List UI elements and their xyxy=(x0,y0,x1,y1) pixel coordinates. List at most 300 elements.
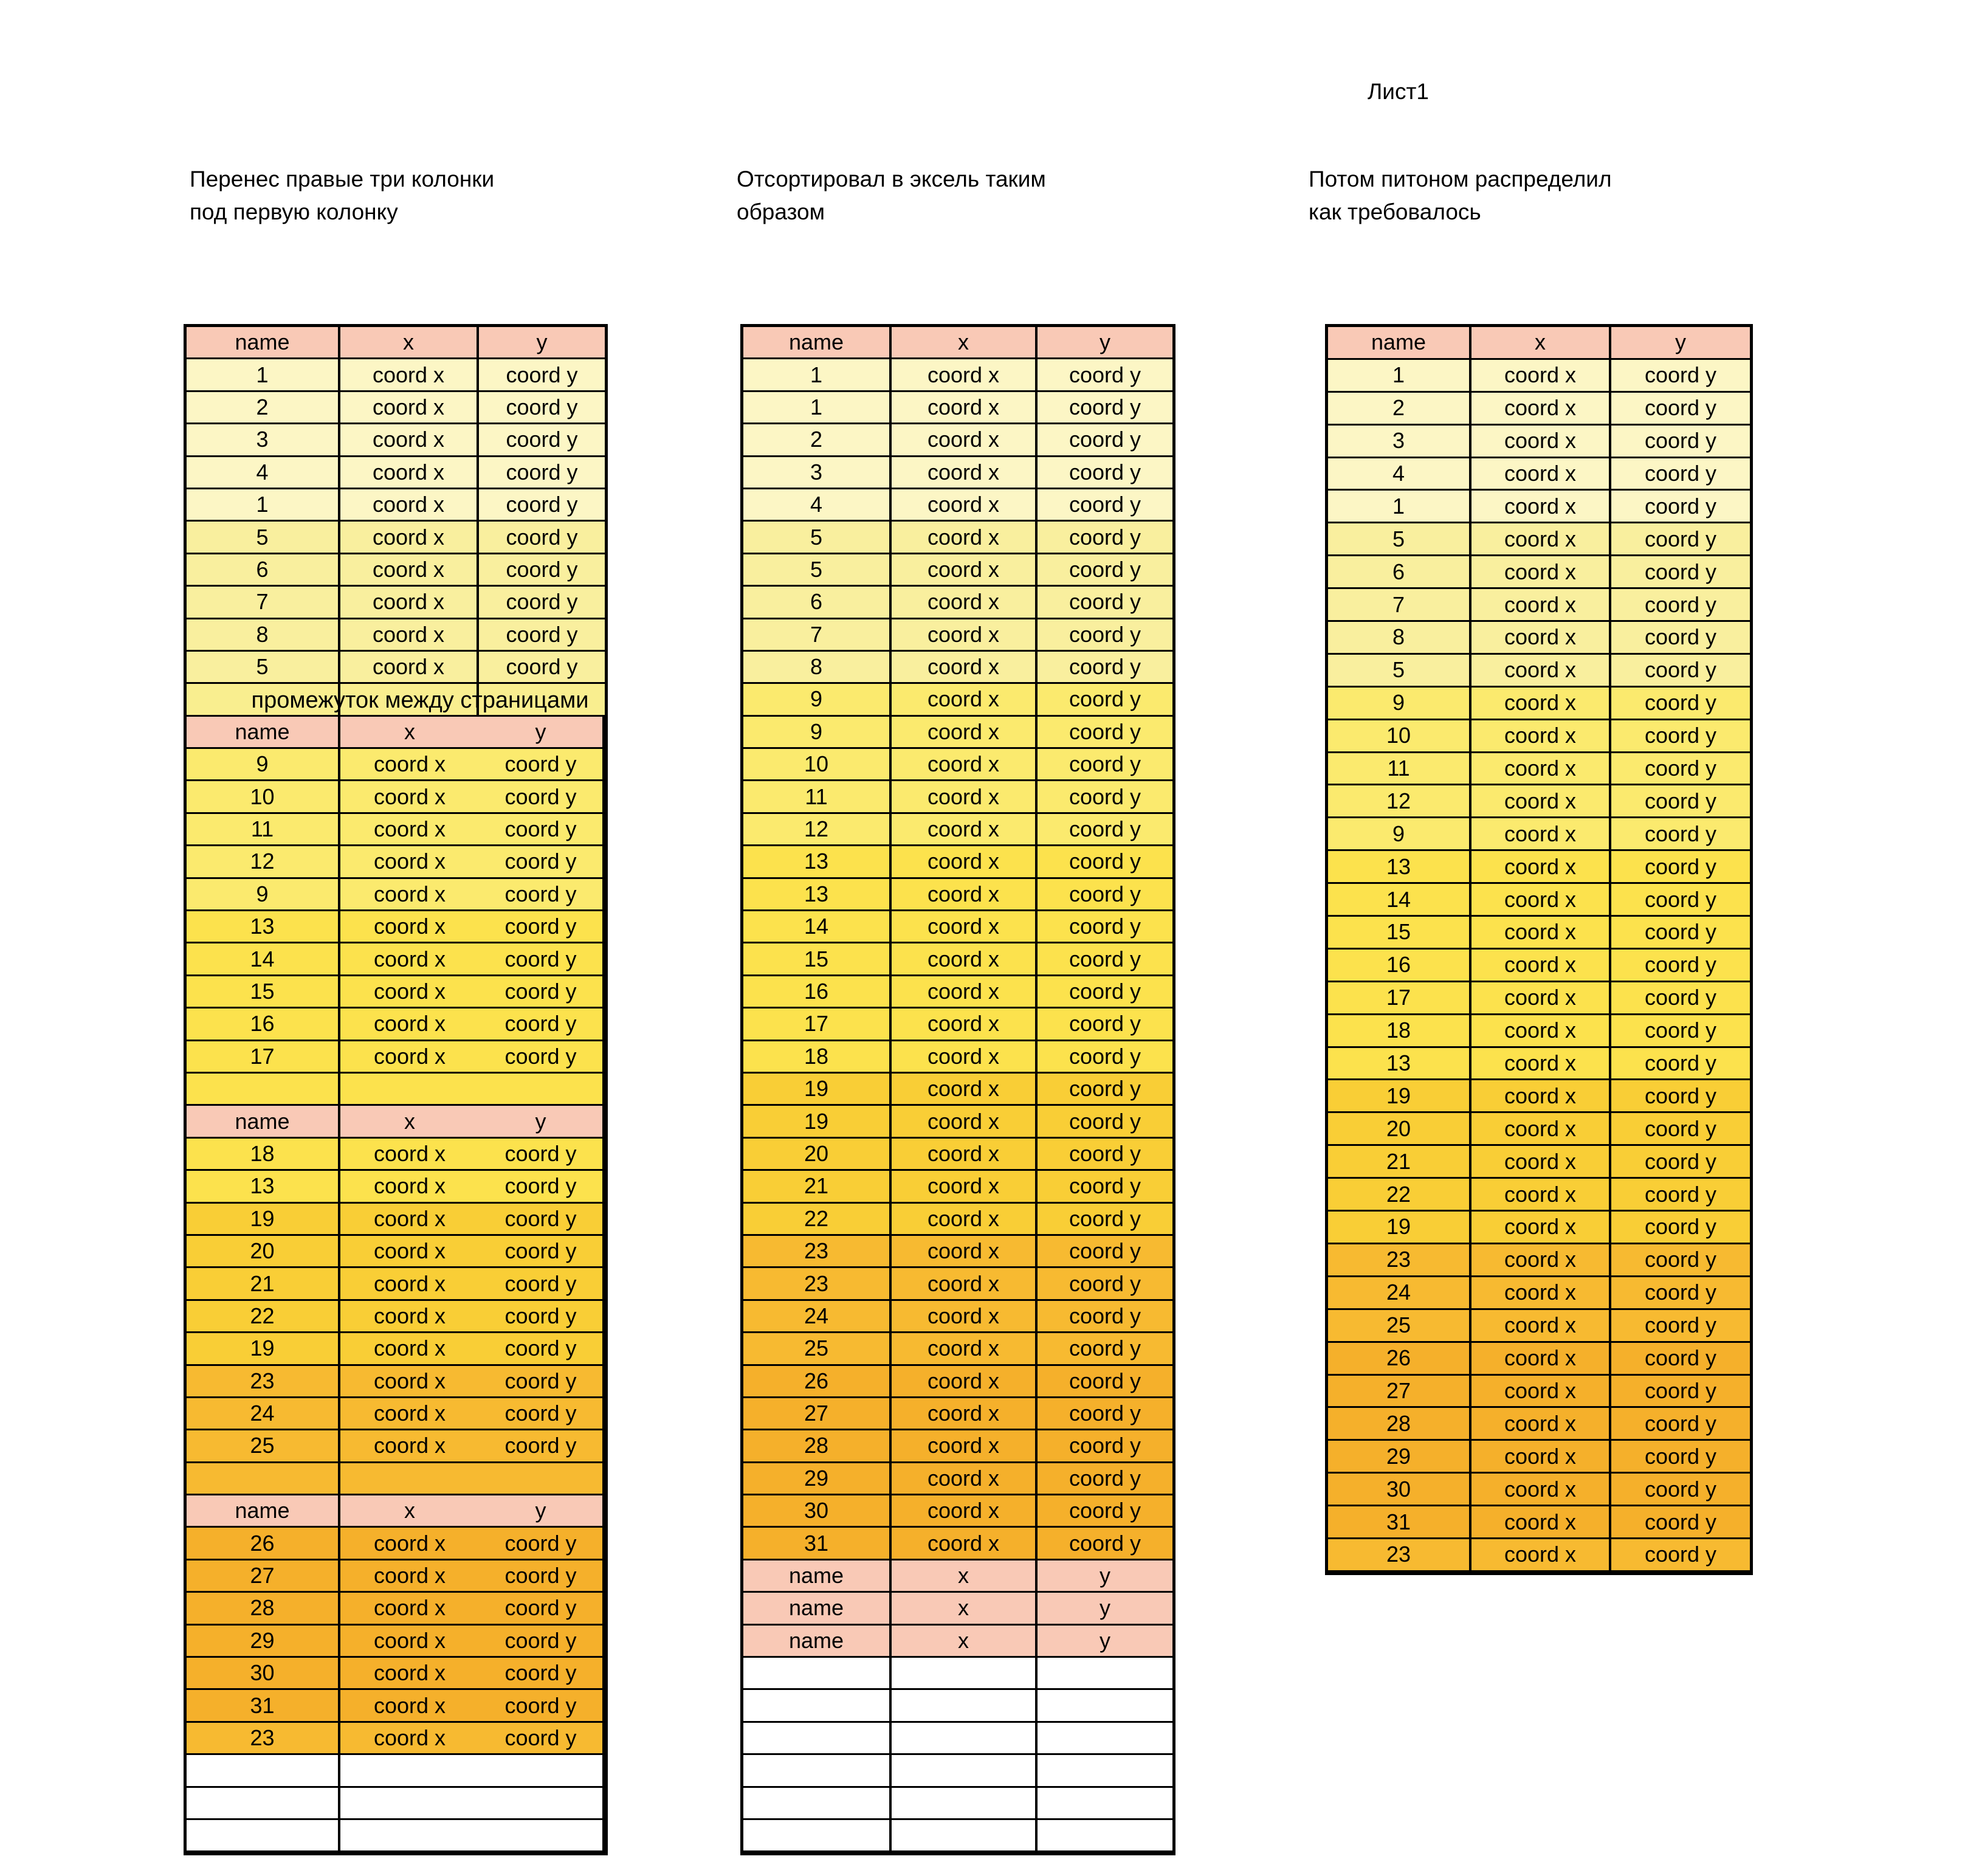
coord-x-cell: coord x xyxy=(892,522,1038,554)
coord-x-cell: coord x xyxy=(1471,458,1611,491)
name-cell: 30 xyxy=(187,1658,340,1690)
coord-y-cell: coord y xyxy=(479,359,605,391)
coord-x-cell: coord x xyxy=(340,587,479,619)
header-cell-x: x xyxy=(340,1106,479,1138)
coord-x-cell: coord x xyxy=(892,619,1038,652)
header-cell-x: x xyxy=(1471,327,1611,360)
coord-x-cell: coord x xyxy=(1471,1376,1611,1409)
coord-y-cell: coord y xyxy=(1038,911,1172,943)
name-cell: 25 xyxy=(743,1333,892,1365)
name-cell: 3 xyxy=(743,457,892,489)
table-sorted-excel xyxy=(740,324,1175,1855)
coord-y-cell: coord y xyxy=(1038,1204,1172,1236)
coord-y-cell: coord y xyxy=(1038,1301,1172,1333)
coord-x-cell: coord x xyxy=(892,1366,1038,1398)
coord-y-cell: coord y xyxy=(479,1301,605,1333)
coord-x-cell: coord x xyxy=(1471,1179,1611,1212)
coord-x-cell: coord x xyxy=(1471,982,1611,1015)
annotation-line: Потом питоном распределил xyxy=(1309,167,1612,191)
header-cell-name: name xyxy=(743,1626,892,1658)
coord-x-cell: coord x xyxy=(1471,556,1611,589)
coord-y-cell: coord y xyxy=(1038,1041,1172,1074)
coord-y-cell: coord y xyxy=(479,749,605,781)
coord-y-cell: coord y xyxy=(1611,1080,1750,1113)
header-cell-y: y xyxy=(479,1106,605,1138)
annotation-line: Отсортировал в эксель таким xyxy=(737,167,1046,191)
name-cell: 13 xyxy=(187,911,340,943)
empty-cell xyxy=(743,1690,892,1722)
coord-y-cell: coord y xyxy=(1611,785,1750,818)
name-cell: 31 xyxy=(1328,1506,1471,1539)
coord-y-cell: coord y xyxy=(479,587,605,619)
name-cell: 24 xyxy=(743,1301,892,1333)
name-cell: 19 xyxy=(187,1333,340,1365)
name-cell: 25 xyxy=(187,1430,340,1463)
coord-y-cell: coord y xyxy=(1038,489,1172,522)
coord-y-cell: coord y xyxy=(1611,1015,1750,1048)
empty-cell xyxy=(892,1755,1038,1787)
coord-y-cell: coord y xyxy=(1038,717,1172,749)
header-cell-x: x xyxy=(340,717,479,749)
coord-x-cell: coord x xyxy=(892,1463,1038,1495)
name-cell: 29 xyxy=(187,1626,340,1658)
coord-y-cell: coord y xyxy=(1611,1539,1750,1572)
empty-cell xyxy=(479,1788,605,1820)
gap-row-cell xyxy=(479,684,605,716)
annotation-line: как требовалось xyxy=(1309,199,1481,224)
table-moved-columns xyxy=(184,324,608,1855)
coord-x-cell: coord x xyxy=(892,717,1038,749)
header-cell-y: y xyxy=(1038,1626,1172,1658)
name-cell: 13 xyxy=(187,1171,340,1203)
coord-x-cell: coord x xyxy=(892,781,1038,813)
coord-y-cell: coord y xyxy=(1611,1474,1750,1506)
coord-x-cell: coord x xyxy=(340,489,479,522)
coord-x-cell: coord x xyxy=(892,1106,1038,1138)
coord-x-cell: coord x xyxy=(1471,720,1611,753)
coord-y-cell: coord y xyxy=(1038,684,1172,716)
name-cell: 2 xyxy=(743,424,892,457)
name-cell: 22 xyxy=(743,1204,892,1236)
coord-x-cell: coord x xyxy=(340,911,479,943)
coord-x-cell: coord x xyxy=(1471,1506,1611,1539)
coord-y-cell: coord y xyxy=(1611,1113,1750,1146)
name-cell: 8 xyxy=(187,619,340,652)
coord-x-cell: coord x xyxy=(340,846,479,878)
name-cell: 16 xyxy=(743,976,892,1009)
coord-y-cell: coord y xyxy=(1038,1139,1172,1171)
empty-cell xyxy=(187,1820,340,1852)
name-cell: 9 xyxy=(743,684,892,716)
name-cell: 16 xyxy=(1328,950,1471,982)
coord-y-cell: coord y xyxy=(1611,1376,1750,1409)
name-cell: 18 xyxy=(187,1139,340,1171)
coord-x-cell: coord x xyxy=(1471,1048,1611,1081)
name-cell: 11 xyxy=(743,781,892,813)
coord-y-cell: coord y xyxy=(1038,652,1172,684)
coord-y-cell: coord y xyxy=(479,814,605,846)
name-cell: 13 xyxy=(1328,1048,1471,1081)
name-cell: 4 xyxy=(743,489,892,522)
coord-y-cell: coord y xyxy=(479,1430,605,1463)
empty-cell xyxy=(743,1788,892,1820)
coord-y-cell: coord y xyxy=(479,392,605,424)
coord-x-cell: coord x xyxy=(340,1139,479,1171)
name-cell: 15 xyxy=(743,943,892,976)
coord-x-cell: coord x xyxy=(892,392,1038,424)
coord-x-cell: coord x xyxy=(1471,491,1611,523)
coord-x-cell: coord x xyxy=(892,359,1038,391)
header-cell-x: x xyxy=(892,1626,1038,1658)
name-cell: 8 xyxy=(743,652,892,684)
coord-x-cell: coord x xyxy=(1471,1441,1611,1474)
empty-row-cell xyxy=(340,1074,479,1106)
empty-cell xyxy=(1038,1690,1172,1722)
coord-y-cell: coord y xyxy=(1038,1366,1172,1398)
coord-x-cell: coord x xyxy=(892,587,1038,619)
coord-x-cell: coord x xyxy=(892,1495,1038,1528)
name-cell: 27 xyxy=(187,1560,340,1593)
coord-y-cell: coord y xyxy=(1611,1048,1750,1081)
coord-x-cell: coord x xyxy=(892,1009,1038,1041)
name-cell: 24 xyxy=(1328,1277,1471,1310)
coord-x-cell: coord x xyxy=(1471,589,1611,622)
coord-y-cell: coord y xyxy=(1611,1277,1750,1310)
name-cell: 12 xyxy=(1328,785,1471,818)
coord-y-cell: coord y xyxy=(1611,818,1750,851)
header-cell-name: name xyxy=(1328,327,1471,360)
name-cell: 17 xyxy=(187,1041,340,1074)
coord-y-cell: coord y xyxy=(1611,655,1750,688)
coord-y-cell: coord y xyxy=(1611,1310,1750,1343)
name-cell: 5 xyxy=(743,522,892,554)
name-cell: 31 xyxy=(743,1528,892,1560)
coord-y-cell: coord y xyxy=(479,1593,605,1625)
coord-y-cell: coord y xyxy=(1611,1179,1750,1212)
name-cell: 15 xyxy=(1328,917,1471,950)
coord-x-cell: coord x xyxy=(1471,622,1611,655)
coord-x-cell: coord x xyxy=(1471,1343,1611,1376)
coord-y-cell: coord y xyxy=(479,457,605,489)
name-cell: 4 xyxy=(187,457,340,489)
coord-x-cell: coord x xyxy=(1471,1212,1611,1244)
empty-row-cell xyxy=(479,1463,605,1495)
coord-x-cell: coord x xyxy=(340,1041,479,1074)
table-python-distributed xyxy=(1325,324,1753,1575)
coord-x-cell: coord x xyxy=(340,554,479,587)
name-cell: 28 xyxy=(1328,1408,1471,1441)
empty-cell xyxy=(340,1820,479,1852)
name-cell: 5 xyxy=(187,522,340,554)
coord-y-cell: coord y xyxy=(1038,1430,1172,1463)
empty-cell xyxy=(892,1658,1038,1690)
coord-y-cell: coord y xyxy=(479,1366,605,1398)
header-cell-name: name xyxy=(187,1495,340,1528)
name-cell: 1 xyxy=(187,359,340,391)
coord-y-cell: coord y xyxy=(1038,1074,1172,1106)
coord-y-cell: coord y xyxy=(479,1723,605,1755)
coord-x-cell: coord x xyxy=(340,1398,479,1430)
coord-y-cell: coord y xyxy=(479,1658,605,1690)
name-cell: 29 xyxy=(1328,1441,1471,1474)
coord-y-cell: coord y xyxy=(479,781,605,813)
coord-y-cell: coord y xyxy=(479,1690,605,1722)
annotation-line: под первую колонку xyxy=(190,199,398,224)
header-cell-x: x xyxy=(892,1560,1038,1593)
name-cell: 10 xyxy=(1328,720,1471,753)
coord-y-cell: coord y xyxy=(479,522,605,554)
name-cell: 13 xyxy=(743,879,892,911)
coord-x-cell: coord x xyxy=(892,814,1038,846)
coord-y-cell: coord y xyxy=(1038,1106,1172,1138)
name-cell: 28 xyxy=(187,1593,340,1625)
empty-cell xyxy=(743,1755,892,1787)
coord-y-cell: coord y xyxy=(1038,1268,1172,1300)
coord-y-cell: coord y xyxy=(1611,491,1750,523)
coord-x-cell: coord x xyxy=(340,1593,479,1625)
name-cell: 19 xyxy=(743,1106,892,1138)
coord-y-cell: coord y xyxy=(479,619,605,652)
coord-y-cell: coord y xyxy=(1038,392,1172,424)
name-cell: 3 xyxy=(1328,426,1471,458)
name-cell: 1 xyxy=(1328,360,1471,393)
annotation-sorted-excel xyxy=(737,163,1046,229)
coord-y-cell: coord y xyxy=(479,652,605,684)
coord-y-cell: coord y xyxy=(1038,1463,1172,1495)
coord-x-cell: coord x xyxy=(1471,884,1611,917)
coord-x-cell: coord x xyxy=(1471,1539,1611,1572)
empty-cell xyxy=(892,1690,1038,1722)
name-cell: 27 xyxy=(1328,1376,1471,1409)
name-cell: 14 xyxy=(187,943,340,976)
name-cell: 9 xyxy=(187,879,340,911)
coord-y-cell: coord y xyxy=(1038,814,1172,846)
name-cell: 21 xyxy=(1328,1146,1471,1179)
coord-x-cell: coord x xyxy=(1471,1146,1611,1179)
coord-x-cell: coord x xyxy=(1471,1244,1611,1277)
coord-x-cell: coord x xyxy=(340,749,479,781)
coord-x-cell: coord x xyxy=(340,457,479,489)
coord-y-cell: coord y xyxy=(1611,982,1750,1015)
coord-x-cell: coord x xyxy=(892,911,1038,943)
coord-x-cell: coord x xyxy=(892,976,1038,1009)
header-cell-y: y xyxy=(479,717,605,749)
coord-y-cell: coord y xyxy=(1038,781,1172,813)
empty-cell xyxy=(187,1755,340,1787)
empty-row-cell xyxy=(479,1074,605,1106)
name-cell: 12 xyxy=(187,846,340,878)
coord-y-cell: coord y xyxy=(1038,1495,1172,1528)
header-cell-name: name xyxy=(187,1106,340,1138)
coord-x-cell: coord x xyxy=(340,1560,479,1593)
coord-x-cell: coord x xyxy=(892,554,1038,587)
coord-x-cell: coord x xyxy=(340,1528,479,1560)
coord-y-cell: coord y xyxy=(479,1560,605,1593)
coord-x-cell: coord x xyxy=(892,749,1038,781)
empty-row-cell xyxy=(187,1074,340,1106)
empty-cell xyxy=(479,1820,605,1852)
name-cell: 14 xyxy=(1328,884,1471,917)
coord-y-cell: coord y xyxy=(1611,1244,1750,1277)
coord-x-cell: coord x xyxy=(1471,851,1611,884)
coord-y-cell: coord y xyxy=(479,1139,605,1171)
coord-x-cell: coord x xyxy=(340,781,479,813)
name-cell: 21 xyxy=(187,1268,340,1300)
name-cell: 6 xyxy=(743,587,892,619)
coord-y-cell: coord y xyxy=(479,911,605,943)
coord-x-cell: coord x xyxy=(892,1041,1038,1074)
coord-x-cell: coord x xyxy=(1471,1113,1611,1146)
coord-x-cell: coord x xyxy=(1471,1310,1611,1343)
name-cell: 21 xyxy=(743,1171,892,1203)
coord-y-cell: coord y xyxy=(479,1041,605,1074)
coord-y-cell: coord y xyxy=(479,1204,605,1236)
name-cell: 23 xyxy=(743,1268,892,1300)
coord-x-cell: coord x xyxy=(340,1626,479,1658)
coord-y-cell: coord y xyxy=(479,976,605,1009)
header-cell-name: name xyxy=(743,1593,892,1625)
header-cell-name: name xyxy=(743,327,892,359)
coord-y-cell: coord y xyxy=(1038,943,1172,976)
name-cell: 1 xyxy=(743,392,892,424)
coord-x-cell: coord x xyxy=(340,1171,479,1203)
coord-x-cell: coord x xyxy=(892,1528,1038,1560)
coord-x-cell: coord x xyxy=(892,1333,1038,1365)
empty-cell xyxy=(340,1755,479,1787)
coord-x-cell: coord x xyxy=(340,424,479,457)
name-cell: 15 xyxy=(187,976,340,1009)
coord-y-cell: coord y xyxy=(479,879,605,911)
coord-y-cell: coord y xyxy=(1038,619,1172,652)
empty-cell xyxy=(743,1658,892,1690)
coord-y-cell: coord y xyxy=(1038,457,1172,489)
name-cell: 5 xyxy=(1328,523,1471,556)
coord-y-cell: coord y xyxy=(479,1268,605,1300)
coord-x-cell: coord x xyxy=(1471,523,1611,556)
name-cell: 8 xyxy=(1328,622,1471,655)
name-cell: 18 xyxy=(743,1041,892,1074)
empty-cell xyxy=(1038,1723,1172,1755)
name-cell: 16 xyxy=(187,1009,340,1041)
coord-y-cell: coord y xyxy=(479,1398,605,1430)
coord-y-cell: coord y xyxy=(1611,523,1750,556)
coord-x-cell: coord x xyxy=(892,1236,1038,1268)
coord-x-cell: coord x xyxy=(1471,1080,1611,1113)
coord-y-cell: coord y xyxy=(1611,589,1750,622)
coord-y-cell: coord y xyxy=(1038,359,1172,391)
name-cell: 4 xyxy=(1328,458,1471,491)
name-cell: 7 xyxy=(743,619,892,652)
coord-y-cell: coord y xyxy=(1038,1528,1172,1560)
header-cell-y: y xyxy=(479,1495,605,1528)
name-cell: 2 xyxy=(187,392,340,424)
gap-row-label: промежуток между страницами xyxy=(251,687,589,713)
name-cell: 11 xyxy=(1328,753,1471,786)
coord-y-cell: coord y xyxy=(479,1333,605,1365)
header-cell-y: y xyxy=(1038,1560,1172,1593)
coord-x-cell: coord x xyxy=(340,652,479,684)
coord-y-cell: coord y xyxy=(479,1236,605,1268)
name-cell: 23 xyxy=(187,1366,340,1398)
coord-y-cell: coord y xyxy=(479,489,605,522)
empty-cell xyxy=(1038,1820,1172,1852)
name-cell: 19 xyxy=(1328,1212,1471,1244)
coord-y-cell: coord y xyxy=(1038,976,1172,1009)
name-cell: 1 xyxy=(743,359,892,391)
name-cell: 1 xyxy=(1328,491,1471,523)
name-cell: 30 xyxy=(743,1495,892,1528)
empty-cell xyxy=(1038,1658,1172,1690)
coord-y-cell: coord y xyxy=(1038,1398,1172,1430)
name-cell: 9 xyxy=(743,717,892,749)
name-cell: 17 xyxy=(743,1009,892,1041)
coord-x-cell: coord x xyxy=(892,1430,1038,1463)
coord-y-cell: coord y xyxy=(1611,1343,1750,1376)
name-cell: 5 xyxy=(187,652,340,684)
header-cell-y: y xyxy=(1611,327,1750,360)
coord-x-cell: coord x xyxy=(340,1366,479,1398)
coord-x-cell: coord x xyxy=(340,1301,479,1333)
coord-x-cell: coord x xyxy=(340,943,479,976)
coord-x-cell: coord x xyxy=(340,879,479,911)
name-cell: 19 xyxy=(743,1074,892,1106)
coord-x-cell: coord x xyxy=(340,1236,479,1268)
coord-x-cell: coord x xyxy=(892,1074,1038,1106)
name-cell: 29 xyxy=(743,1463,892,1495)
header-cell-x: x xyxy=(340,327,479,359)
empty-cell xyxy=(892,1723,1038,1755)
coord-y-cell: coord y xyxy=(1038,1236,1172,1268)
coord-y-cell: coord y xyxy=(1611,950,1750,982)
coord-x-cell: coord x xyxy=(340,392,479,424)
coord-x-cell: coord x xyxy=(340,1658,479,1690)
coord-y-cell: coord y xyxy=(1611,458,1750,491)
coord-x-cell: coord x xyxy=(340,1333,479,1365)
name-cell: 9 xyxy=(1328,688,1471,720)
empty-cell xyxy=(1038,1788,1172,1820)
name-cell: 10 xyxy=(187,781,340,813)
coord-x-cell: coord x xyxy=(1471,753,1611,786)
coord-y-cell: coord y xyxy=(479,554,605,587)
name-cell: 5 xyxy=(743,554,892,587)
name-cell: 13 xyxy=(743,846,892,878)
name-cell: 19 xyxy=(187,1204,340,1236)
coord-y-cell: coord y xyxy=(1038,1333,1172,1365)
coord-y-cell: coord y xyxy=(1611,753,1750,786)
coord-x-cell: coord x xyxy=(892,1171,1038,1203)
coord-x-cell: coord x xyxy=(892,1268,1038,1300)
coord-x-cell: coord x xyxy=(892,879,1038,911)
coord-y-cell: coord y xyxy=(1611,720,1750,753)
coord-y-cell: coord y xyxy=(1038,1009,1172,1041)
coord-x-cell: coord x xyxy=(1471,1474,1611,1506)
coord-x-cell: coord x xyxy=(892,846,1038,878)
coord-x-cell: coord x xyxy=(892,1204,1038,1236)
name-cell: 19 xyxy=(1328,1080,1471,1113)
coord-y-cell: coord y xyxy=(1611,1212,1750,1244)
annotation-python-distributed xyxy=(1309,163,1612,229)
coord-x-cell: coord x xyxy=(340,1723,479,1755)
empty-cell xyxy=(892,1788,1038,1820)
coord-y-cell: coord y xyxy=(1611,1441,1750,1474)
header-cell-x: x xyxy=(892,327,1038,359)
gap-row-cell xyxy=(187,684,340,716)
coord-y-cell: coord y xyxy=(1038,424,1172,457)
coord-x-cell: coord x xyxy=(1471,785,1611,818)
name-cell: 1 xyxy=(187,489,340,522)
coord-x-cell: coord x xyxy=(892,1398,1038,1430)
coord-y-cell: coord y xyxy=(1611,688,1750,720)
